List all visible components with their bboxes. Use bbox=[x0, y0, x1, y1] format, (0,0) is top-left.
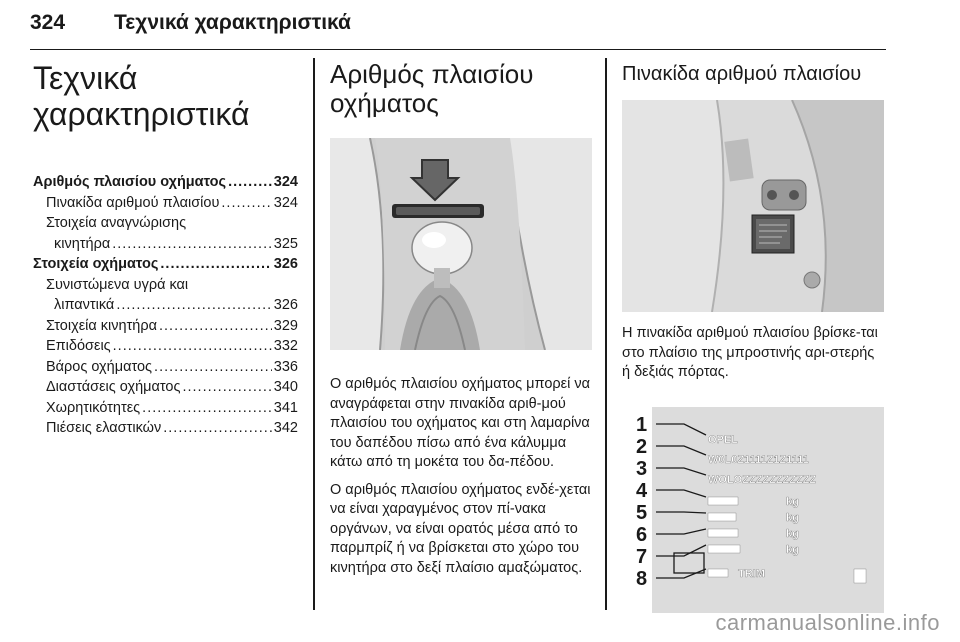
toc-entry[interactable]: λιπαντικά ..... 326 bbox=[33, 295, 298, 316]
vin-plate-diagram bbox=[622, 403, 884, 613]
toc-entry[interactable]: Χωρητικότητες ..... 341 bbox=[33, 398, 298, 419]
plate-line-2: W0L0Z1111Z1Z1111 bbox=[708, 453, 809, 466]
callout-number: 5 bbox=[636, 501, 648, 524]
toc-entry[interactable]: Αριθμός πλαισίου οχήματος ..... 324 bbox=[33, 172, 298, 193]
toc-entry[interactable]: Πινακίδα αριθμού πλαισίου ..... 324 bbox=[33, 193, 298, 214]
callout-number: 7 bbox=[636, 545, 648, 568]
page-header bbox=[30, 8, 886, 50]
header-title: Τεχνικά χαρακτηριστικά bbox=[114, 11, 351, 34]
watermark: carmanualsonline.info bbox=[715, 610, 940, 635]
section-title: Πινακίδα αριθμού πλαισίου bbox=[622, 63, 862, 85]
toc-entry[interactable]: Στοιχεία κινητήρα ..... 329 bbox=[33, 316, 298, 337]
plate-unit: kg bbox=[786, 495, 799, 508]
callout-number: 1 bbox=[636, 413, 648, 436]
plate-line-1: OPEL bbox=[708, 433, 738, 446]
toc-entry[interactable]: Στοιχεία αναγνώρισης bbox=[46, 215, 187, 231]
plate-unit: kg bbox=[786, 543, 799, 556]
plate-unit: kg bbox=[786, 527, 799, 540]
page-number: 324 bbox=[30, 11, 66, 34]
toc-entry[interactable]: Πιέσεις ελαστικών ..... 342 bbox=[33, 418, 298, 439]
callout-number: 6 bbox=[636, 523, 648, 546]
callout-number: 4 bbox=[636, 479, 648, 502]
vin-section bbox=[330, 60, 592, 578]
chapter-title: Τεχνικά χαρακτηριστικά bbox=[33, 60, 250, 132]
vin-plate-section bbox=[622, 60, 884, 613]
callout-number: 8 bbox=[636, 567, 648, 590]
plate-line-3: WOLOZZZZZZZZZZZ bbox=[708, 473, 817, 486]
paragraph: Ο αριθμός πλαισίου οχήματος μπορεί να αναγράφεται στην πινακίδα αριθ-μού πλαισίου του οχήματος και στη λαμαρίνα του δαπέδου πίσω από ένα κάλυμμα κάτω από τη μοκέτα του δα-πέδου. bbox=[330, 376, 590, 470]
section-title: Αριθμός πλαισίου οχήματος bbox=[330, 59, 534, 118]
paragraph: Η πινακίδα αριθμού πλαισίου βρίσκε-ται στο πλαίσιο της μπροστινής αρι-στερής ή δεξιάς πόρτας. bbox=[622, 325, 878, 380]
toc-entry[interactable]: κινητήρα ..... 325 bbox=[33, 234, 298, 255]
paragraph: Ο αριθμός πλαισίου οχήματος ενδέ-χεται να είναι χαραγμένος στον πί-νακα οργάνων, να είναι ορατός μέσα από το παρμπρίζ ή να βρίσκεται στο χώρο του κινητήρα στο δεξί πλαίσιο αμαξώματος. bbox=[330, 481, 591, 576]
toc-entry[interactable]: Βάρος οχήματος ..... 336 bbox=[33, 357, 298, 378]
door-frame-photo bbox=[622, 100, 884, 312]
table-of-contents bbox=[33, 172, 298, 439]
toc-entry[interactable]: Συνιστώμενα υγρά και bbox=[46, 276, 189, 293]
callout-number: 3 bbox=[636, 457, 648, 480]
plate-unit: kg bbox=[786, 511, 799, 524]
toc-column bbox=[33, 60, 298, 439]
column-divider bbox=[313, 58, 315, 610]
callout-number: 2 bbox=[636, 435, 648, 458]
toc-entry[interactable]: Στοιχεία οχήματος ..... 326 bbox=[33, 254, 298, 275]
plate-line-8: TRIM bbox=[738, 567, 765, 580]
floor-vin-photo bbox=[330, 138, 592, 350]
toc-entry[interactable]: Επιδόσεις ..... 332 bbox=[33, 336, 298, 357]
column-divider bbox=[605, 58, 607, 610]
toc-entry[interactable]: Διαστάσεις οχήματος ..... 340 bbox=[33, 377, 298, 398]
